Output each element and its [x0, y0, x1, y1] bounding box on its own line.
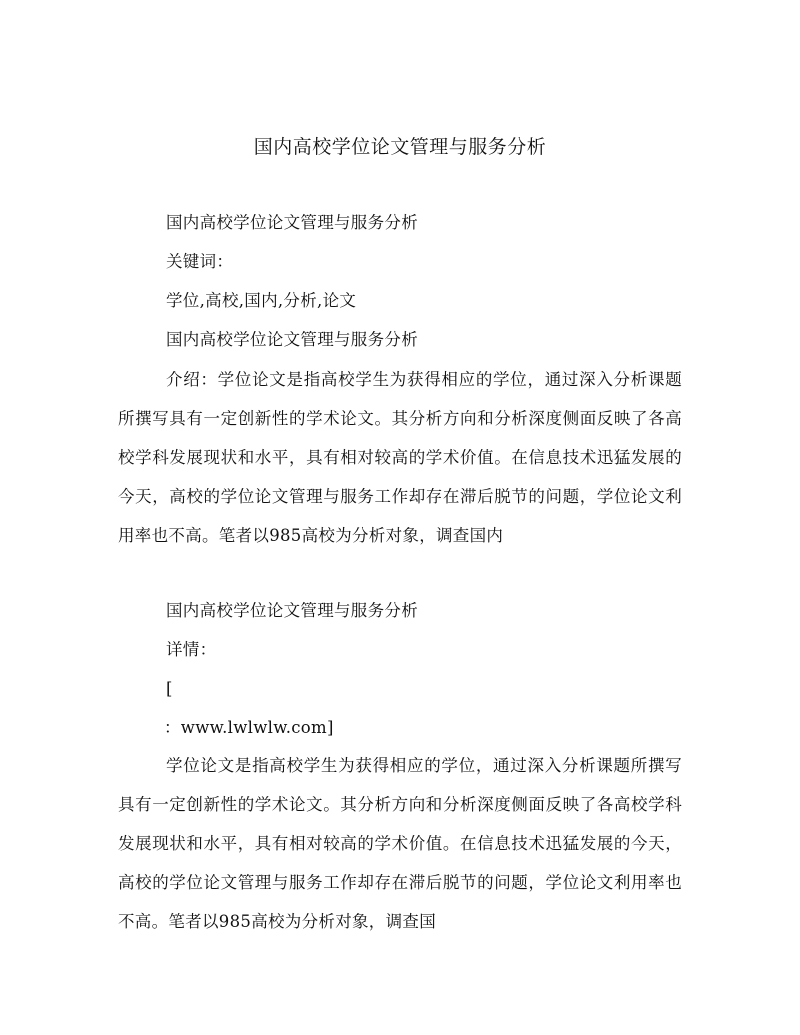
- body-paragraph: 学位论文是指高校学生为获得相应的学位，通过深入分析课题所撰写具有一定创新性的学术论文。其分析方向和分析深度侧面反映了各高校学科发展现状和水平，具有相对较高的学术价值。在信息技术迅猛发展的今天，高校的学位论文管理与服务工作却存在滞后脱节的问题，学位论文利用率也不高。笔者以985高校为分析对象，调查国: [118, 756, 682, 931]
- subtitle-line: 国内高校学位论文管理与服务分析: [166, 213, 418, 232]
- source-link-text: ：www.lwlwlw.com]: [164, 718, 334, 737]
- subtitle-line: 国内高校学位论文管理与服务分析: [166, 330, 418, 349]
- bracket-open: [: [166, 679, 173, 698]
- document-title: 国内高校学位论文管理与服务分析: [253, 136, 547, 158]
- details-label: 详情：: [166, 640, 217, 659]
- keywords-list: 学位,高校,国内,分析,论文: [166, 291, 357, 310]
- keywords-label: 关键词：: [166, 252, 234, 271]
- intro-paragraph: 介绍：学位论文是指高校学生为获得相应的学位，通过深入分析课题所撰写具有一定创新性的学术论文。其分析方向和分析深度侧面反映了各高校学科发展现状和水平，具有相对较高的学术价值。在信息技术迅猛发展的今天，高校的学位论文管理与服务工作却存在滞后脱节的问题，学位论文利用率也不高。笔者以985高校为分析对象，调查国内: [118, 370, 682, 545]
- subtitle-line: 国内高校学位论文管理与服务分析: [166, 601, 418, 620]
